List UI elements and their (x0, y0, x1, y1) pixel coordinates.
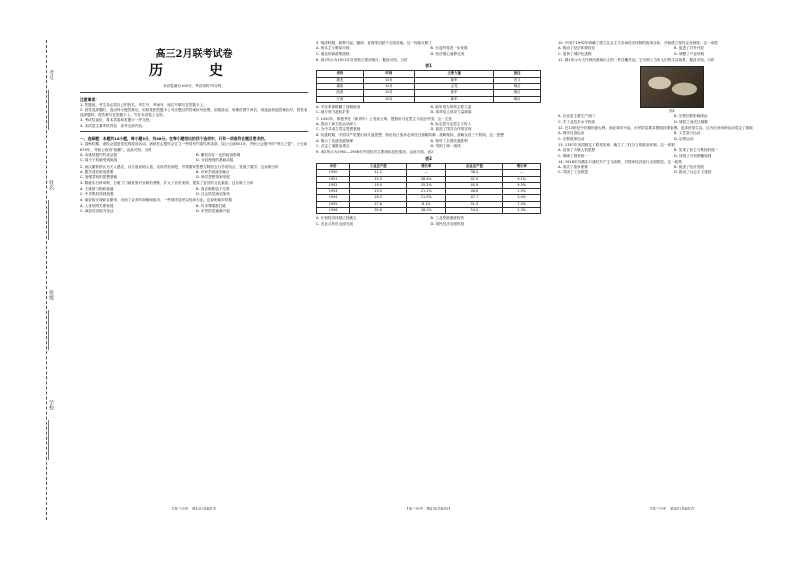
notice-item: 1. 答题前，考生务必将自己的姓名、考生号、考场号、座位号填写在答题卡上。 (80, 102, 207, 107)
binding-margin (10, 40, 60, 520)
table-cell: 响应 (494, 90, 541, 96)
table-cell: 10月 (363, 77, 414, 83)
question-11 (558, 58, 786, 125)
question-stem: 10. 中国于1992年明确了建立社会主义市场经济体制的改革目标，开始建立现代企业制度。这一举措 (558, 41, 718, 45)
question-stem: 11. 图1所示为古代两河流域出土的一件浮雕作品，它反映了当时人们的生活场景。据此可知，当时 (558, 57, 715, 62)
table-header-cell: 增长率 (407, 163, 446, 169)
table-cell: 28.1% (407, 208, 446, 214)
option-b: B. 新军成为革命主要力量 (430, 104, 472, 109)
table-cell: 15.5 (350, 176, 407, 182)
option-a: A. 计划经济体制已经确立 (316, 216, 357, 221)
table-header-cell: 省份 (317, 71, 364, 77)
question-stem: 8. 抗战时期，中国共产党提出持久战思想，指出抗日战争必须经过战略防御、战略相持、战略反攻三个阶段。这一思想 (316, 133, 504, 138)
question-14 (558, 160, 786, 176)
table-cell: 1955 (317, 201, 350, 207)
question-9 (316, 150, 541, 227)
option-b: B. 促进了经济发展 (674, 165, 704, 170)
option-c: C. 否定了速胜论观点 (316, 144, 350, 149)
question-1 (80, 142, 308, 163)
table-cell: 江西 (317, 96, 364, 102)
question-stem: 2. 西汉董仲舒认为天人感应，以天道说明人道，宣扬君权神授，并将儒家思想与阴阳五行学说结合，发展了儒学。这表明当时 (80, 164, 279, 169)
option-a: A. 推动了经济体制转变 (558, 46, 596, 51)
table-cell: — (407, 170, 446, 176)
question-8 (316, 133, 541, 149)
table-cell: 新军 (415, 77, 494, 83)
table-cell: 1.5% (503, 189, 541, 195)
table-cell: 1950 (317, 170, 350, 176)
option-a: A. 士族势力彻底衰落 (80, 186, 114, 191)
table-cell: 湖南 (317, 84, 364, 90)
notice-heading: 注意事项： (80, 97, 99, 103)
table-cell: 2.4% (503, 195, 541, 201)
option-d: D. 促进了国共合作的实现 (430, 127, 472, 132)
option-d: D. 调整了产业结构 (674, 51, 705, 56)
option-a: A. 资本主义萌芽出现 (316, 46, 350, 51)
question-stem: 1. 春秋时期，诸侯会盟是常见的政治活动。诸侯在会盟时会订立一些带有约束性的条款，如公元前651年，齐桓公会盟中的“葵丘之盟”，公元前679年，齐桓公取得“始霸”。由此可知，当时 (80, 142, 308, 152)
option-b: B. 宗教信仰影响深远 (674, 114, 708, 119)
option-b: B. 选官制度趋于完善 (196, 186, 230, 191)
binding-label-class: 班级 (48, 290, 54, 300)
binding-dashed-line (46, 40, 47, 520)
option-c: C. 中央集权得到加强 (80, 192, 114, 197)
table-header-cell: 增长率 (503, 163, 541, 169)
option-d: D. 巩固了统一战线 (430, 144, 461, 149)
option-a: A. 城市自治运动 (558, 131, 585, 136)
table-header-cell: 时间 (363, 71, 414, 77)
table-cell: 湖北 (317, 77, 364, 83)
option-b: B. 促进了对外开放 (674, 46, 704, 51)
table-header-cell: 主要力量 (415, 71, 494, 77)
table-cell: 38.4% (407, 176, 446, 182)
page-column-3 (558, 40, 786, 510)
table-header-cell: 工业总产值 (350, 163, 407, 169)
option-b: B. 实现了民主与集权的统一 (674, 148, 719, 153)
table-cell: 38.4 (446, 170, 503, 176)
table-cell: 6.1% (407, 201, 446, 207)
notice-item: 4. 本试卷主要考试内容：高考全部内容。 (80, 123, 146, 128)
option-a: A. 适应了战争需要 (558, 165, 588, 170)
table-cell: 27.8 (350, 201, 407, 207)
table-cell: 10月 (363, 84, 414, 90)
option-b: B. 霸权存在一定的政治影响 (196, 152, 241, 157)
option-b: B. 标志着马克思主义传入 (430, 121, 472, 126)
table-cell: 陕西 (317, 90, 364, 96)
table-cell: 45.9 (446, 182, 503, 188)
option-c: C. 周天子权威受到挑战 (80, 158, 118, 163)
table2-body (317, 170, 541, 214)
question-stem: 9. 表2所示为1950—1956年中国经济主要指标变化情况。由此可知，表2 (316, 150, 434, 155)
option-c: C. 地方势力趁机扩张 (316, 110, 350, 115)
page-footer: 【高三历史 第1页(共6页)】 (170, 506, 218, 510)
option-a: A. 农业是主要生产部门 (558, 114, 596, 119)
exam-info: 本试卷满分100分，考试用时75分钟。 (163, 84, 225, 88)
table-cell: 5.3% (503, 208, 541, 214)
question-2 (80, 165, 308, 181)
question-10 (558, 41, 786, 57)
question-stem: 6. 表1所示为1911年各省独立情况统计。据此可知，当时 (316, 57, 408, 62)
binding-fill-line (48, 310, 49, 350)
table-cell: 21.1% (407, 189, 446, 195)
table-cell: 46.6 (446, 189, 503, 195)
table-cell: 23.5 (350, 189, 407, 195)
table-cell: 1953 (317, 189, 350, 195)
question-stem: 4. 南宋临安城商业繁荣，出现了众多的商铺和夜市，一些城市居民以经商为业。这说明南宋时期 (80, 198, 232, 203)
option-c: C. 重农抑商政策废除 (316, 51, 350, 56)
option-d: D. 社会阶层流动加快 (196, 192, 230, 197)
table-cell: 41.9 (446, 176, 503, 182)
question-7 (316, 117, 541, 133)
option-b: B. 文艺复兴运动 (674, 131, 701, 136)
question-stem: 14. 1918年苏俄实行战时共产主义政策，对国家经济进行全面管控。这一政策 (558, 159, 682, 164)
table-cell: 7.5% (503, 201, 541, 207)
relief-image (640, 66, 704, 108)
table-cell: 9.1% (503, 176, 541, 182)
option-a: A. 儒学适应统治需要 (80, 169, 114, 174)
notice-box (80, 92, 308, 132)
page-footer: 【高三历史 第3页(共6页)】 (648, 506, 696, 510)
option-c: C. 为中共成立奠定思想基础 (316, 127, 361, 132)
option-b: B. 各家学说逐步融合 (196, 169, 230, 174)
option-c: C. 农业合作化全面完成 (316, 221, 354, 226)
option-c: C. 保障了国家统一 (558, 153, 588, 158)
subject-title: 历 史 (149, 63, 239, 79)
option-a: A. 人身依附关系松弛 (80, 203, 114, 208)
table-cell: 1954 (317, 195, 350, 201)
table-row (317, 208, 541, 214)
option-d: D. 推动了社会主义建设 (674, 170, 712, 175)
table-cell: 25.2% (407, 182, 446, 188)
option-c: C. 加强君权的思想基础 (80, 175, 118, 180)
binding-fill-line (48, 420, 49, 460)
option-b: B. 长途贸易进一步发展 (430, 46, 468, 51)
question-stem: 3. 隋唐实行科举制，打破了门阀世族对官职的垄断，扩大了官员来源，提高了官员的文化素质。这反映了当时 (80, 181, 254, 186)
option-b: B. 指导了全国抗战胜利 (430, 138, 468, 143)
table-header-cell: 农业总产值 (446, 163, 503, 169)
table-header-cell: 备注 (494, 71, 541, 77)
section-heading: 一、选择题：本题共16小题，每小题3分，共48分。在每小题给出的四个选项中，只有一项是符合题目要求的。 (80, 136, 268, 142)
table-cell: 响应 (494, 96, 541, 102)
option-d: D. 体现了分权制衡原则 (674, 153, 712, 158)
table-2 (316, 163, 541, 214)
option-d: D. 分封制度的基础动摇 (196, 158, 234, 163)
option-c: C. 加快了城市化进程 (558, 51, 592, 56)
table-cell: 1956 (317, 208, 350, 214)
binding-fill-line (48, 200, 49, 240)
table-1 (316, 70, 541, 102)
option-a: A. 辛亥革命推翻了清朝统治 (316, 104, 361, 109)
option-a: A. 宣扬了天赋人权思想 (558, 148, 596, 153)
question-stem: 12. 在13世纪中后期的意大利，商业城市兴起，市民阶层要求摆脱封建束缚，追求世俗生活。这为后来何种运动奠定了基础 (558, 126, 753, 131)
option-d: D. 神学思想得到发展 (196, 175, 230, 180)
option-d: D. 革命党人领导力量薄弱 (430, 110, 472, 115)
question-stem: 7. 1920年，陈独秀在《新青年》上发表文章，提倡用马克思主义改造中国。这一主张 (316, 116, 452, 121)
table-cell: 19.4 (350, 182, 407, 188)
option-c: C. 宗教改革运动 (558, 136, 585, 141)
question-stem: 13. 1787年美国制定了联邦宪章，确立了三权分立的政治体制。这一体制 (558, 142, 675, 147)
table-cell: 9.5% (503, 182, 541, 188)
option-c: C. 巩固了工农联盟 (558, 170, 588, 175)
option-a: A. 本诸侯盟约约束会盟 (80, 152, 118, 157)
figure-caption: 图1 (669, 109, 675, 114)
question-4 (80, 198, 308, 214)
table-cell: 11.2 (350, 170, 407, 176)
option-a: A. 揭示了抗战发展规律 (316, 138, 354, 143)
table-cell: 11.5% (407, 195, 446, 201)
question-6 (316, 58, 541, 116)
option-d: D. 国民经济全面恢复 (430, 221, 465, 226)
table-cell: 新军 (415, 96, 494, 102)
binding-label-name: 姓名 (48, 180, 54, 190)
table-cell: 10月 (363, 90, 414, 96)
table-header-cell: 年份 (317, 163, 350, 169)
binding-label-school: 学校 (48, 400, 54, 410)
table-cell: 54.0 (446, 208, 503, 214)
option-d: D. 经济重心南移完成 (430, 51, 465, 56)
option-c: C. 商品经济较为发达 (80, 208, 114, 213)
option-d: D. 启蒙运动 (674, 136, 694, 141)
table-cell: 51.3 (446, 201, 503, 207)
option-b: B. 坊市界限被打破 (196, 203, 226, 208)
option-b: B. 工业发展速度较快 (430, 216, 464, 221)
question-5 (316, 41, 541, 57)
table-cell: 1952 (317, 182, 350, 188)
notice-item: 3. 考试结束后，将本试卷和答题卡一并交回。 (80, 118, 153, 123)
binding-fill-line (48, 90, 49, 130)
question-3 (80, 181, 308, 197)
table1-caption: 表1 (425, 63, 432, 69)
table-cell: 首义 (494, 77, 541, 83)
option-d: D. 城邦之间交往频繁 (674, 119, 708, 124)
table-cell: 10月 (363, 96, 414, 102)
table-cell: 会党 (415, 84, 494, 90)
page-column-1 (80, 40, 308, 510)
table-cell: 26.2 (350, 195, 407, 201)
option-d: D. 市民阶层逐渐兴起 (196, 208, 230, 213)
question-stem: 5. 明清时期，商帮兴起，徽商、晋商等活跃于全国各地。这一现象反映了 (316, 41, 432, 45)
table-cell: 新军 (415, 90, 494, 96)
table-row (317, 96, 541, 102)
option-c: C. 手工业技术水平较高 (558, 119, 596, 124)
option-a: A. 推动了新文化运动深入 (316, 121, 357, 126)
table-cell: 47.7 (446, 195, 503, 201)
question-12 (558, 126, 786, 142)
table-cell: 响应 (494, 84, 541, 90)
notice-item: 2. 回答选择题时，选出每小题答案后，用铅笔把答题卡上对应题目的答案标号涂黑。如需改动，用橡皮擦干净后，再选涂其他答案标号。回答非选择题时，将答案写在答题卡上。写在本试卷上无效。 (80, 107, 308, 118)
question-13 (558, 143, 786, 159)
page-column-2 (316, 40, 541, 510)
binding-label-exam-number: 考号 (48, 70, 54, 80)
page-footer: 【高三历史 第2页(共6页)】 (405, 506, 452, 510)
table-cell: 35.6 (350, 208, 407, 214)
table2-caption: 表2 (425, 155, 432, 161)
table-cell: — (503, 170, 541, 176)
exam-title: 高三2月联考试卷 (155, 49, 233, 60)
table-cell: 1951 (317, 176, 350, 182)
